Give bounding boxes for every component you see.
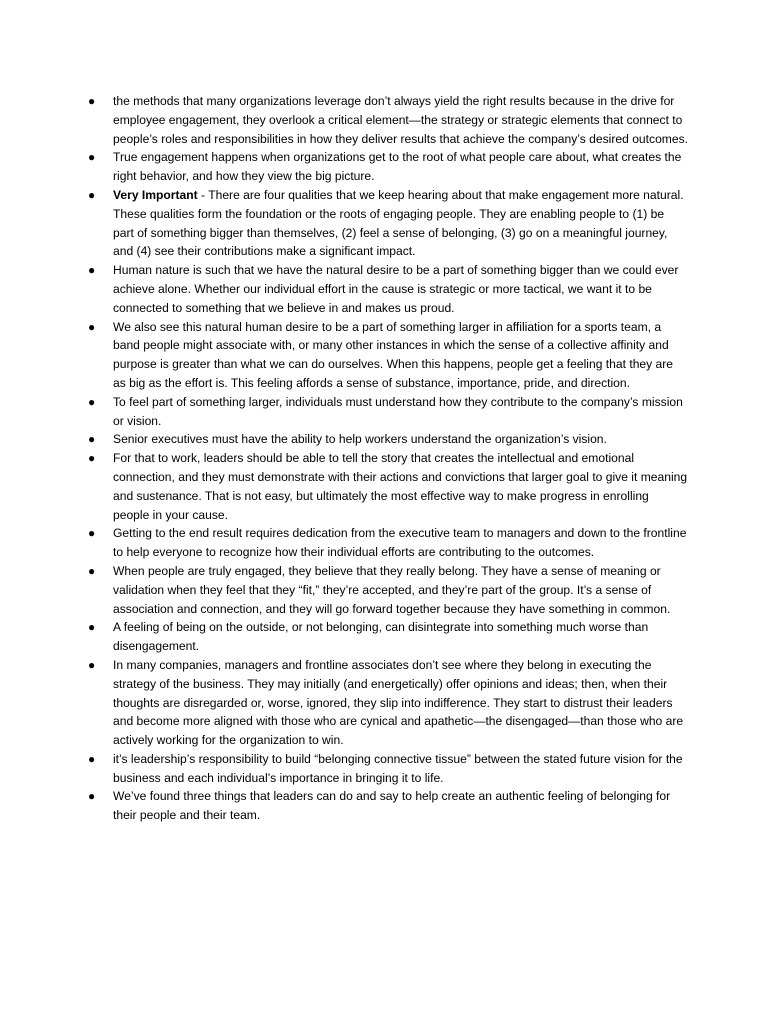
bullet-icon: ●: [88, 751, 96, 766]
bullet-text: it’s leadership’s responsibility to build “belonging connective tissue” between the stated future vision for the business and each individual’s importance in bringing it to life.: [113, 751, 683, 785]
bullet-icon: ●: [88, 94, 96, 108]
bullet-icon: ●: [88, 187, 96, 202]
list-item: [88, 186, 688, 261]
list-item: [88, 430, 688, 449]
list-item: [88, 524, 688, 562]
list-item: [88, 618, 688, 656]
bullet-text: Senior executives must have the ability to help workers understand the organization’s vision.: [113, 432, 607, 447]
bullet-text: We also see this natural human desire to be a part of something larger in affiliation for a sports team, a band people might associate with, or many other instances in which the sense of a collective affinity and purpose is greater than what we can do ourselves. When this happens, people get a feeling that they are as big as the effort is. This feeling affords a sense of substance, importance, pride, and direction.: [113, 319, 674, 390]
bullet-icon: ●: [88, 620, 96, 635]
bullet-text: Human nature is such that we have the natural desire to be a part of something bigger than we could ever achieve alone. Whether our individual effort in the cause is strategic or more tactical, we want it to be connected to something that we believe in and makes us proud.: [113, 263, 679, 315]
bullet-text: In many companies, managers and frontline associates don’t see where they belong in executing the strategy of the business. They may initially (and energetically) offer opinions and ideas; then, when their thoughts are disregarded or, worse, ignored, they slip into indifference. They start to distrust their leaders and become more aligned with those who are cynical and apathetic—the disengaged—than those who are actively working for the organization to win.: [113, 657, 684, 748]
bullet-text: For that to work, leaders should be able to tell the story that creates the intellectual and emotional connection, and they must demonstrate with their actions and convictions that larger goal to give it meaning and sustenance. That is not easy, but ultimately the most effective way to make progress in enrolling people in your cause.: [113, 451, 688, 522]
bullet-icon: ●: [88, 150, 96, 165]
bullet-list: [88, 92, 688, 825]
list-item: [88, 449, 688, 524]
list-item: [88, 318, 688, 393]
list-item: [88, 787, 688, 825]
bullet-text: A feeling of being on the outside, or not belonging, can disintegrate into something much worse than disengagement.: [113, 620, 649, 654]
bullet-icon: ●: [88, 526, 96, 541]
bullet-text: True engagement happens when organizations get to the root of what people care about, what creates the right behavior, and how they view the big picture.: [113, 150, 682, 184]
bullet-text: the methods that many organizations leverage don’t always yield the right results because in the drive for employee engagement, they overlook a critical element—the strategy or strategic elements that connect to people’s roles and responsibilities in how they deliver results that achieve the company’s desired outcomes.: [113, 94, 688, 146]
bullet-icon: ●: [88, 451, 96, 466]
bullet-text: To feel part of something larger, individuals must understand how they contribute to the company’s mission or vision.: [113, 394, 683, 428]
bullet-icon: ●: [88, 319, 96, 334]
bullet-lead: Very Important: [113, 187, 198, 202]
bullet-text: We’ve found three things that leaders can do and say to help create an authentic feeling of belonging for their people and their team.: [113, 789, 671, 823]
bullet-icon: ●: [88, 263, 96, 278]
list-item: [88, 562, 688, 618]
bullet-text: Getting to the end result requires dedication from the executive team to managers and down to the frontline to help everyone to recognize how their individual efforts are contributing to the outcomes.: [113, 526, 687, 560]
list-item: [88, 148, 688, 186]
bullet-icon: ●: [88, 432, 96, 447]
bullet-icon: ●: [88, 563, 96, 578]
bullet-text: - There are four qualities that we keep hearing about that make engagement more natural. These qualities form the foundation or the roots of engaging people. They are enabling people to (1) be part of something bigger than themselves, (2) feel a sense of belonging, (3) go on a meaningful journey, and (4) see their contributions make a significant impact.: [113, 187, 684, 259]
bullet-icon: ●: [88, 657, 96, 672]
list-item: [88, 92, 688, 148]
list-item: [88, 393, 688, 431]
list-item: [88, 750, 688, 788]
bullet-icon: ●: [88, 789, 96, 804]
list-item: [88, 261, 688, 317]
bullet-text: When people are truly engaged, they believe that they really belong. They have a sense of meaning or validation when they feel that they “fit,” they’re accepted, and they’re part of the group. It’s a sense of association and connection, and they will go forward together because they have something in common.: [113, 563, 671, 616]
list-item: [88, 656, 688, 750]
bullet-icon: ●: [88, 394, 96, 409]
